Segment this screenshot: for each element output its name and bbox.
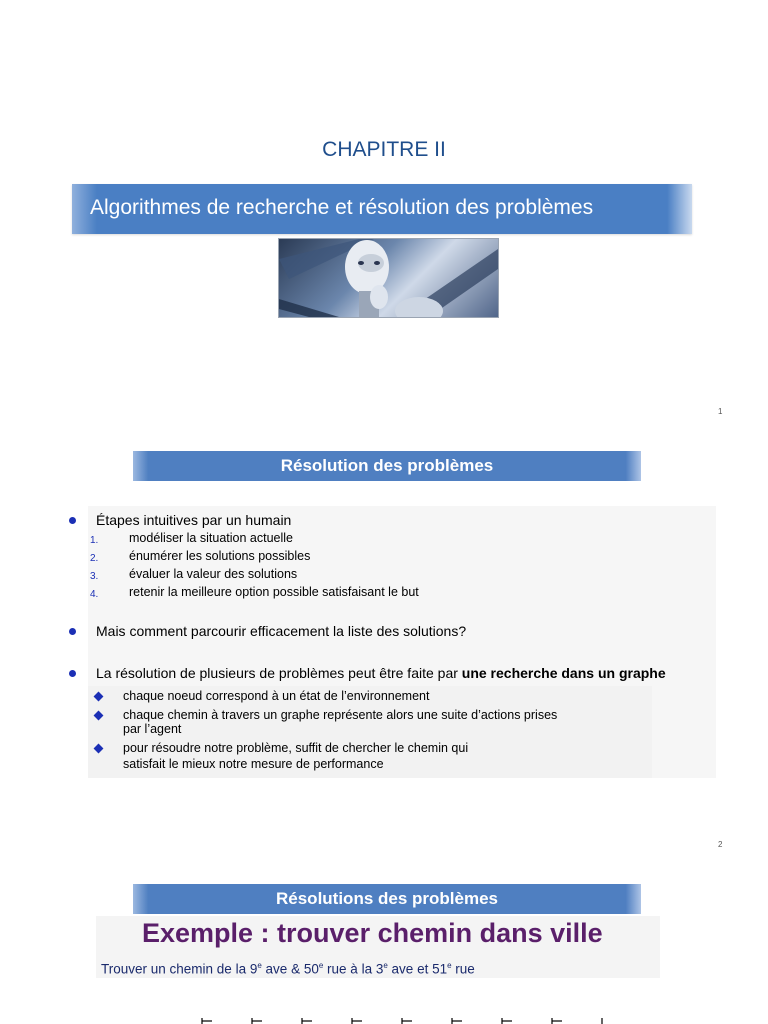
bullet-text: Étapes intuitives par un humain bbox=[96, 512, 292, 528]
step-number: 1. bbox=[90, 535, 99, 546]
title-banner bbox=[72, 184, 692, 234]
bullet-text bbox=[96, 665, 666, 681]
bullet-icon bbox=[69, 628, 76, 635]
robot-thinking-image bbox=[278, 238, 499, 318]
bullet-text: Mais comment parcourir efficacement la liste des solutions? bbox=[96, 623, 467, 639]
bullet-icon bbox=[69, 517, 76, 524]
page-number-2: 2 bbox=[718, 840, 723, 849]
bullet-text-bold: une recherche dans un graphe bbox=[461, 665, 666, 681]
street-grid-fragment bbox=[120, 1016, 620, 1024]
step-text: retenir la meilleure option possible satisfaisant le but bbox=[129, 585, 419, 599]
page-number-1: 1 bbox=[718, 407, 723, 416]
step-number: 4. bbox=[90, 589, 99, 600]
sub-item-text: pour résoudre notre problème, suffit de chercher le chemin qui bbox=[123, 741, 469, 755]
section-banner-text: Résolution des problèmes bbox=[280, 456, 494, 475]
chapter-title: CHAPITRE II bbox=[322, 138, 446, 161]
bullet-icon bbox=[69, 670, 76, 677]
section-banner-resolutions bbox=[133, 884, 641, 914]
sub-item-text: par l’agent bbox=[123, 722, 182, 736]
step-text: énumérer les solutions possibles bbox=[129, 549, 311, 563]
sub-item-text: chaque noeud correspond à un état de l’environnement bbox=[123, 689, 430, 703]
section-banner-text: Résolutions des problèmes bbox=[276, 889, 498, 908]
example-title: Exemple : trouver chemin dans ville bbox=[142, 918, 603, 948]
title-banner-text: Algorithmes de recherche et résolution des problèmes bbox=[90, 196, 594, 219]
bullet-text-regular: La résolution de plusieurs de problèmes peut être faite par bbox=[96, 665, 462, 681]
sub-item-text: chaque chemin à travers un graphe représente alors une suite d’actions prises bbox=[123, 708, 558, 722]
step-text: modéliser la situation actuelle bbox=[129, 531, 293, 545]
example-subtitle: Trouver un chemin de la 9e ave & 50e rue à la 3e ave et 51e rue bbox=[101, 961, 475, 977]
step-number: 2. bbox=[90, 553, 99, 564]
sub-item-text: satisfait le mieux notre mesure de performance bbox=[123, 757, 384, 771]
step-number: 3. bbox=[90, 571, 99, 582]
section-banner-resolution bbox=[133, 451, 641, 481]
step-text: évaluer la valeur des solutions bbox=[129, 567, 298, 581]
